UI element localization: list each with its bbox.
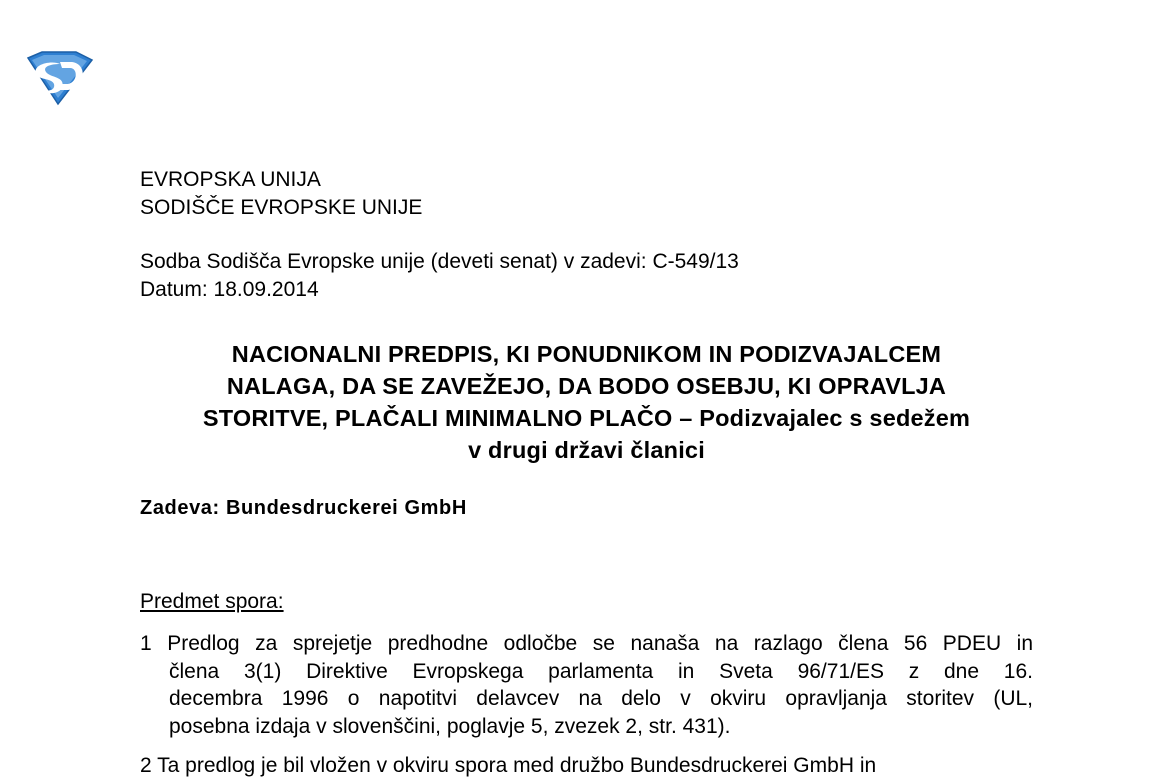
sd-diamond-logo-icon — [22, 48, 96, 106]
section-heading-predmet: Predmet spora: — [140, 590, 284, 613]
document-headline — [140, 338, 1033, 466]
ruling-date: Datum: 18.09.2014 — [140, 278, 319, 301]
case-subject: Zadeva: Bundesdruckerei GmbH — [140, 497, 467, 519]
document-page — [140, 166, 1033, 780]
paragraph-line: decembra 1996 o napotitvi delavcev na delo v okviru opravljanja storitev (UL, — [169, 687, 1033, 710]
company-logo — [22, 48, 96, 106]
ruling-reference: Sodba Sodišča Evropske unije (deveti senat) v zadevi: C-549/13 — [140, 250, 739, 273]
paragraph-line: posebna izdaja v slovenščini, poglavje 5, zvezek 2, str. 431). — [169, 714, 731, 738]
headline-line: STORITVE, PLAČALI MINIMALNO PLAČO – Podizvajalec s sedežem — [202, 405, 971, 431]
paragraph-2-partial: 2 Ta predlog je bil vložen v okviru spora med družbo Bundesdruckerei GmbH in — [140, 754, 877, 777]
paragraph-line: člena 3(1) Direktive Evropskega parlamenta in Sveta 96/71/ES z dne 16. — [169, 659, 1033, 683]
institution-line-2: SODIŠČE EVROPSKE UNIJE — [140, 196, 423, 219]
institution-line-1: EVROPSKA UNIJA — [140, 168, 321, 191]
paragraph-1 — [140, 630, 1033, 740]
paragraph-line: 1 Predlog za sprejetje predhodne odločbe se nanaša na razlago člena 56 PDEU in — [140, 632, 1033, 655]
headline-line: NACIONALNI PREDPIS, KI PONUDNIKOM IN PODIZVAJALCEM — [231, 341, 942, 367]
headline-line: NALAGA, DA SE ZAVEŽEJO, DA BODO OSEBJU, KI OPRAVLJA — [226, 373, 947, 399]
headline-line: v drugi državi članici — [468, 437, 705, 463]
